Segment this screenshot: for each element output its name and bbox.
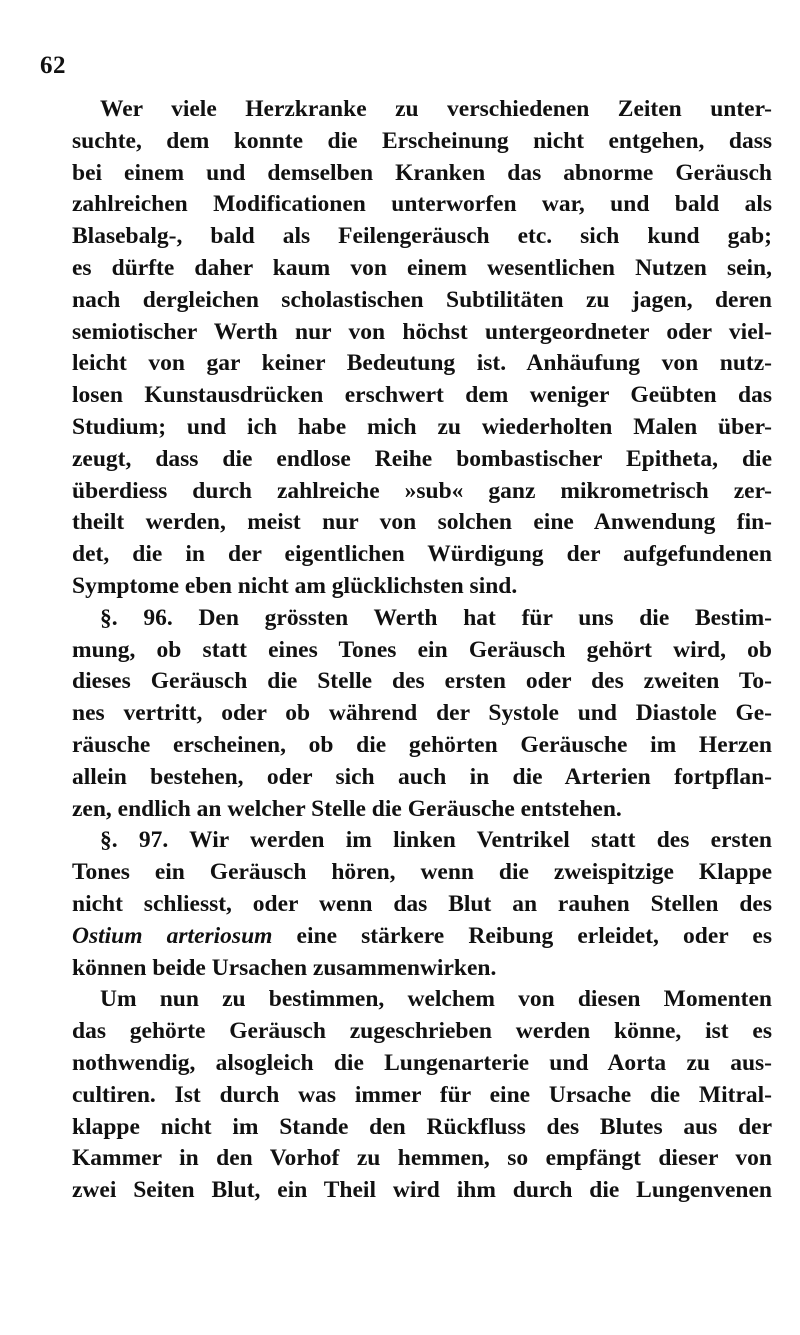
text-line (72, 507, 772, 539)
line-text: klappe nicht im Stande den Rückfluss des Blutes aus der (72, 1113, 772, 1140)
text-line (72, 1112, 772, 1144)
line-text: das gehörte Geräusch zugeschrieben werden könne, ist es (72, 1018, 772, 1045)
line-text: Blasebalg-, bald als Feilengeräusch etc. sich kund gab; (72, 223, 772, 250)
page-number: 62 (40, 52, 66, 79)
text-line (72, 1048, 772, 1080)
line-text: Kammer in den Vorhof zu hemmen, so empfängt dieser von (72, 1145, 772, 1172)
line-text: dieses Geräusch die Stelle des ersten oder des zweiten To- (72, 668, 772, 695)
text-line (72, 539, 772, 571)
text-line (72, 698, 772, 730)
text-line (72, 825, 772, 857)
line-text: zeugt, dass die endlose Reihe bombastischer Epitheta, die (72, 445, 772, 472)
text-line (72, 984, 772, 1016)
body-text (72, 94, 772, 1207)
line-text: Studium; und ich habe mich zu wiederholten Malen über- (72, 413, 772, 440)
line-text: zen, endlich an welcher Stelle die Geräusche entstehen. (72, 795, 622, 822)
line-text: leicht von gar keiner Bedeutung ist. Anhäufung von nutz- (72, 350, 772, 377)
line-text: nothwendig, alsogleich die Lungenarterie und Aorta zu aus- (72, 1049, 772, 1076)
text-line (72, 730, 772, 762)
text-line (72, 158, 772, 190)
line-text: §. 97. Wir werden im linken Ventrikel statt des ersten (100, 827, 772, 854)
line-text: theilt werden, meist nur von solchen eine Anwendung fin- (72, 509, 772, 536)
line-text: allein bestehen, oder sich auch in die Arterien fortpflan- (72, 763, 772, 790)
line-text: zahlreichen Modificationen unterworfen war, und bald als (72, 191, 772, 218)
line-text: Um nun zu bestimmen, welchem von diesen Momenten (100, 986, 772, 1013)
text-line (72, 253, 772, 285)
text-line (72, 94, 772, 126)
text-line (72, 921, 772, 953)
line-text: Wer viele Herzkranke zu verschiedenen Zeiten unter- (100, 96, 772, 122)
text-line (72, 635, 772, 667)
text-line (72, 1016, 772, 1048)
text-line (72, 126, 772, 158)
line-text: überdiess durch zahlreiche »sub« ganz mikrometrisch zer- (72, 477, 772, 504)
text-line (72, 857, 772, 889)
line-text: bei einem und demselben Kranken das abnorme Geräusch (72, 159, 772, 186)
text-line (72, 603, 772, 635)
line-text: semiotischer Werth nur von höchst untergeordneter oder viel- (72, 318, 772, 345)
line-text: eine stärkere Reibung erleidet, oder es (272, 922, 772, 949)
line-text: nicht schliesst, oder wenn das Blut an rauhen Stellen des (72, 890, 772, 917)
line-text: suchte, dem konnte die Erscheinung nicht entgehen, dass (72, 127, 772, 154)
line-text: nes vertritt, oder ob während der Systole und Diastole Ge- (72, 700, 772, 727)
line-text: det, die in der eigentlichen Würdigung der aufgefundenen (72, 541, 772, 568)
text-line (72, 1080, 772, 1112)
line-text: zwei Seiten Blut, ein Theil wird ihm durch die Lungenvenen (72, 1177, 772, 1204)
text-line (72, 1175, 772, 1207)
line-text: es dürfte daher kaum von einem wesentlichen Nutzen sein, (72, 254, 772, 281)
italic-term: Ostium arteriosum (72, 922, 273, 949)
text-line (72, 348, 772, 380)
text-line (72, 380, 772, 412)
text-line (72, 221, 772, 253)
text-line (72, 476, 772, 508)
line-text: räusche erscheinen, ob die gehörten Geräusche im Herzen (72, 731, 772, 758)
line-text: losen Kunstausdrücken erschwert dem weniger Geübten das (72, 382, 772, 409)
line-text: Tones ein Geräusch hören, wenn die zweispitzige Klappe (72, 859, 772, 886)
text-line (72, 1143, 772, 1175)
text-line (72, 189, 772, 221)
text-line (72, 285, 772, 317)
line-text: §. 96. Den grössten Werth hat für uns die Bestim- (100, 604, 772, 631)
text-line (72, 571, 772, 603)
text-line (72, 666, 772, 698)
text-line (72, 317, 772, 349)
line-text: können beide Ursachen zusammenwirken. (72, 954, 497, 981)
line-text: cultiren. Ist durch was immer für eine Ursache die Mitral- (72, 1081, 772, 1108)
text-line (72, 794, 772, 826)
text-line (72, 953, 772, 985)
line-text: mung, ob statt eines Tones ein Geräusch gehört wird, ob (72, 636, 772, 663)
text-line (72, 762, 772, 794)
text-line (72, 889, 772, 921)
text-line (72, 444, 772, 476)
text-line (72, 412, 772, 444)
line-text: Symptome eben nicht am glücklichsten sind. (72, 572, 518, 599)
line-text: nach dergleichen scholastischen Subtilitäten zu jagen, deren (72, 286, 772, 313)
